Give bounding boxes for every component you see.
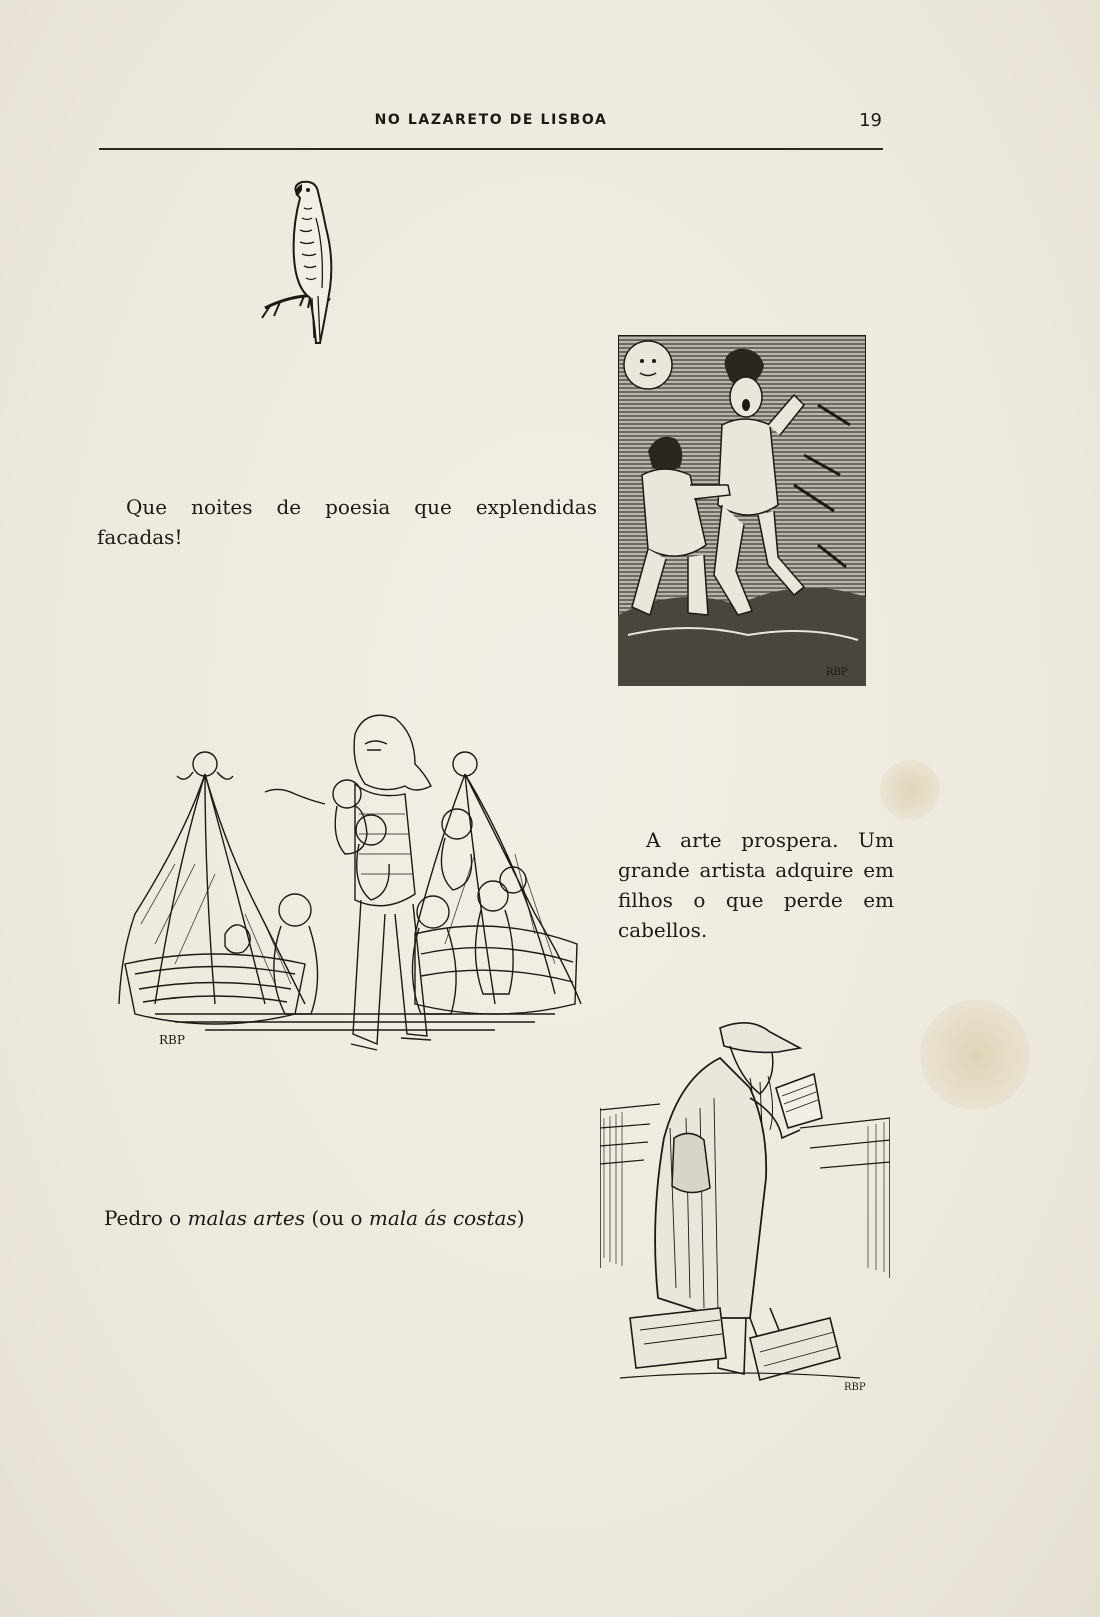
- foxing-stain: [880, 760, 940, 820]
- pedro-caption-suffix: ): [516, 1206, 525, 1230]
- pedro-caption: [104, 1203, 594, 1233]
- running-head: [100, 112, 882, 142]
- old-man-reading-letter-icon: [600, 1018, 890, 1402]
- pedro-caption-middle: (ou o: [305, 1206, 369, 1230]
- pedro-caption-prefix: Pedro o: [104, 1206, 188, 1230]
- artist-signature: RBP: [159, 1033, 185, 1047]
- night-scene-caption: Que noites de poesia que explendidas facadas!: [97, 495, 597, 549]
- parrot-on-branch-icon: [260, 178, 360, 353]
- pedro-caption-italic-2: mala ás costas: [368, 1206, 517, 1230]
- pedro-caption-italic-1: malas artes: [187, 1206, 306, 1230]
- foxing-stain: [920, 1000, 1030, 1110]
- artist-signature: RBP: [844, 1382, 866, 1393]
- artist-with-babies-and-cradles-icon: [115, 714, 605, 1094]
- artist-signature: RBP: [826, 667, 848, 678]
- header-rule: [99, 148, 883, 150]
- art-prospers-caption: A arte prospera. Um grande artista adquire em filhos o que perde em cabellos.: [618, 828, 894, 942]
- night-stabbing-scene-icon: [618, 335, 866, 686]
- page-number: 19: [859, 110, 882, 131]
- running-title: NO LAZARETO DE LISBOA: [374, 112, 608, 128]
